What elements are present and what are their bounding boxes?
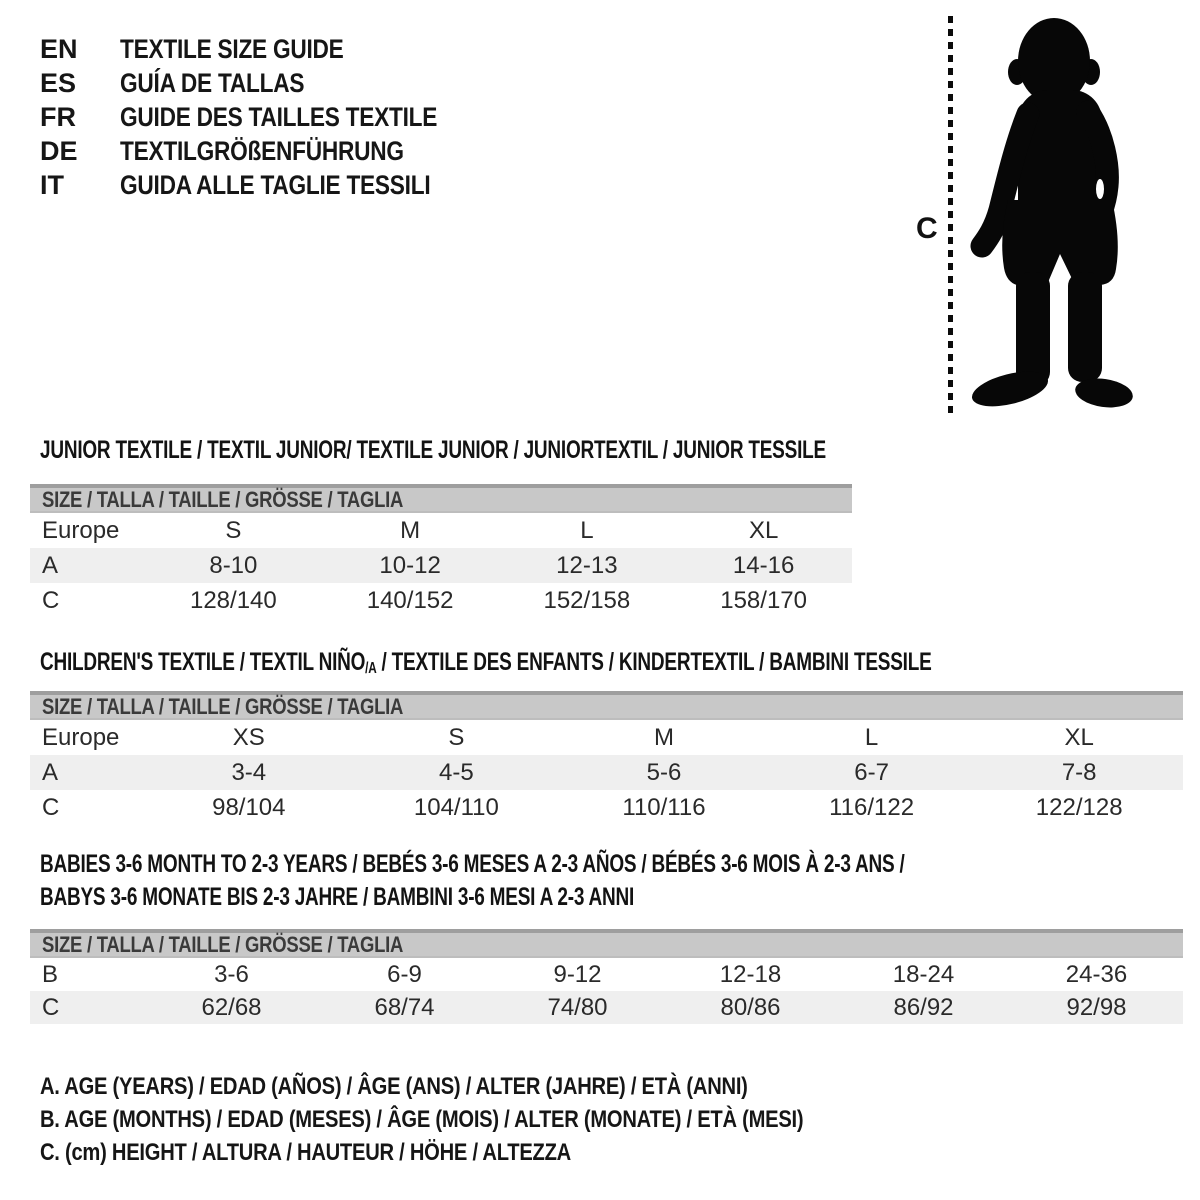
- age-cell: 3-4: [231, 758, 267, 786]
- row-label: Europe: [42, 723, 120, 751]
- size-header-text: SIZE / TALLA / TAILLE / GRÖSSE / TAGLIA: [42, 931, 404, 957]
- size-cell: M: [653, 723, 674, 751]
- size-cell: L: [864, 723, 879, 751]
- children-section-title-text: [40, 648, 932, 678]
- height-cell: 74/80: [547, 993, 608, 1021]
- language-code: IT: [40, 169, 64, 200]
- size-cell: S: [448, 723, 465, 751]
- height-cell: 98/104: [212, 793, 286, 821]
- language-code: ES: [40, 67, 77, 98]
- language-row-es: [40, 66, 498, 100]
- table-row-europe: [30, 720, 1183, 755]
- legend-line-c: [40, 1136, 949, 1169]
- language-title: TEXTILGRÖßENFÜHRUNG: [120, 135, 404, 166]
- age-cell: 18-24: [892, 960, 955, 988]
- language-title-list: [40, 32, 498, 202]
- table-row-height-cm: [30, 991, 1183, 1024]
- language-title: GUIDA ALLE TAGLIE TESSILI: [120, 169, 431, 200]
- children-section-title: [40, 648, 1200, 678]
- table-row-height-cm: [30, 583, 852, 618]
- babies-title-line1: BABIES 3-6 MONTH TO 2-3 YEARS / BEBÉS 3-6 MESES A 2-3 AÑOS / BÉBÉS 3-6 MOIS À 2-3 ANS /: [40, 850, 905, 878]
- height-cell: 152/158: [543, 586, 631, 614]
- height-cell: 140/152: [366, 586, 454, 614]
- toddler-silhouette-icon: [966, 12, 1138, 412]
- age-cell: 10-12: [379, 551, 441, 579]
- height-measure-label: C: [916, 212, 938, 245]
- babies-section-title: [40, 848, 1178, 914]
- row-label: A: [42, 758, 59, 786]
- height-cell: 62/68: [201, 993, 262, 1021]
- language-title: GUIDE DES TAILLES TEXTILE: [120, 101, 438, 132]
- age-cell: 7-8: [1061, 758, 1097, 786]
- age-cell: 6-7: [854, 758, 889, 786]
- age-cell: 24-36: [1065, 960, 1128, 988]
- height-cell: 104/110: [413, 793, 499, 821]
- height-cell: 110/116: [622, 793, 706, 821]
- size-header-text: SIZE / TALLA / TAILLE / GRÖSSE / TAGLIA: [42, 486, 404, 512]
- size-cell: L: [580, 516, 594, 544]
- height-cell: 68/74: [374, 993, 435, 1021]
- table-row-europe: [30, 513, 852, 548]
- table-row-height-cm: [30, 790, 1183, 825]
- age-cell: 6-9: [387, 960, 422, 988]
- row-label: A: [42, 551, 59, 579]
- children-size-header-bar: [30, 691, 1183, 720]
- row-label: C: [42, 793, 60, 821]
- babies-title-line2: BABYS 3-6 MONATE BIS 2-3 JAHRE / BAMBINI 3-6 MESI A 2-3 ANNI: [40, 883, 635, 911]
- legend-line-a: [40, 1070, 949, 1103]
- row-label: Europe: [42, 516, 120, 544]
- children-title-sub: /A: [365, 659, 377, 677]
- legend-line-b: [40, 1103, 949, 1136]
- row-label: C: [42, 993, 60, 1021]
- row-label: C: [42, 586, 60, 614]
- size-header-text: SIZE / TALLA / TAILLE / GRÖSSE / TAGLIA: [42, 693, 404, 719]
- legend-text: B. AGE (MONTHS) / EDAD (MESES) / ÂGE (MOIS) / ALTER (MONATE) / ETÀ (MESI): [40, 1105, 804, 1133]
- table-row-age-years: [30, 548, 852, 583]
- height-cell: 128/140: [189, 586, 277, 614]
- language-code: FR: [40, 101, 76, 132]
- measure-legend: [40, 1070, 949, 1169]
- babies-size-header-bar: [30, 929, 1183, 958]
- height-cell: 86/92: [893, 993, 954, 1021]
- age-cell: 3-6: [214, 960, 249, 988]
- language-title: TEXTILE SIZE GUIDE: [120, 33, 344, 64]
- junior-size-table: [30, 484, 852, 618]
- legend-text: C. (cm) HEIGHT / ALTURA / HAUTEUR / HÖHE / ALTEZZA: [40, 1138, 571, 1166]
- language-row-de: [40, 134, 498, 168]
- height-cell: 80/86: [720, 993, 781, 1021]
- language-row-en: [40, 32, 498, 66]
- size-cell: XS: [232, 723, 265, 751]
- babies-size-table: [30, 929, 1183, 1024]
- size-cell: XL: [1064, 723, 1094, 751]
- legend-text: A. AGE (YEARS) / EDAD (AÑOS) / ÂGE (ANS) / ALTER (JAHRE) / ETÀ (ANNI): [40, 1072, 748, 1100]
- language-code: EN: [40, 33, 78, 64]
- height-cell: 122/128: [1035, 793, 1123, 821]
- table-row-age-months: [30, 958, 1183, 991]
- size-cell: M: [400, 516, 421, 544]
- language-row-it: [40, 168, 498, 202]
- size-cell: S: [225, 516, 242, 544]
- age-cell: 12-18: [719, 960, 782, 988]
- junior-section-title: [40, 436, 1074, 465]
- junior-section-title-text: JUNIOR TEXTILE / TEXTIL JUNIOR/ TEXTILE JUNIOR / JUNIORTEXTIL / JUNIOR TESSILE: [40, 436, 826, 464]
- junior-size-header-bar: [30, 484, 852, 513]
- language-row-fr: [40, 100, 498, 134]
- children-title-post: / TEXTILE DES ENFANTS / KINDERTEXTIL / BAMBINI TESSILE: [376, 648, 932, 676]
- age-cell: 5-6: [646, 758, 682, 786]
- children-title-pre: CHILDREN'S TEXTILE / TEXTIL NIÑO: [40, 648, 366, 676]
- language-code: DE: [40, 135, 78, 166]
- height-cell: 116/122: [829, 793, 915, 821]
- language-title: GUÍA DE TALLAS: [120, 67, 305, 98]
- size-cell: XL: [748, 516, 779, 544]
- age-cell: 8-10: [209, 551, 258, 579]
- height-cell: 158/170: [720, 586, 807, 614]
- age-cell: 9-12: [553, 960, 602, 988]
- age-cell: 4-5: [439, 758, 474, 786]
- height-cell: 92/98: [1066, 993, 1127, 1021]
- table-row-age-years: [30, 755, 1183, 790]
- row-label: B: [42, 960, 59, 988]
- children-size-table: [30, 691, 1183, 825]
- age-cell: 12-13: [556, 551, 618, 579]
- age-cell: 14-16: [732, 551, 795, 579]
- height-dashed-line: [948, 16, 953, 416]
